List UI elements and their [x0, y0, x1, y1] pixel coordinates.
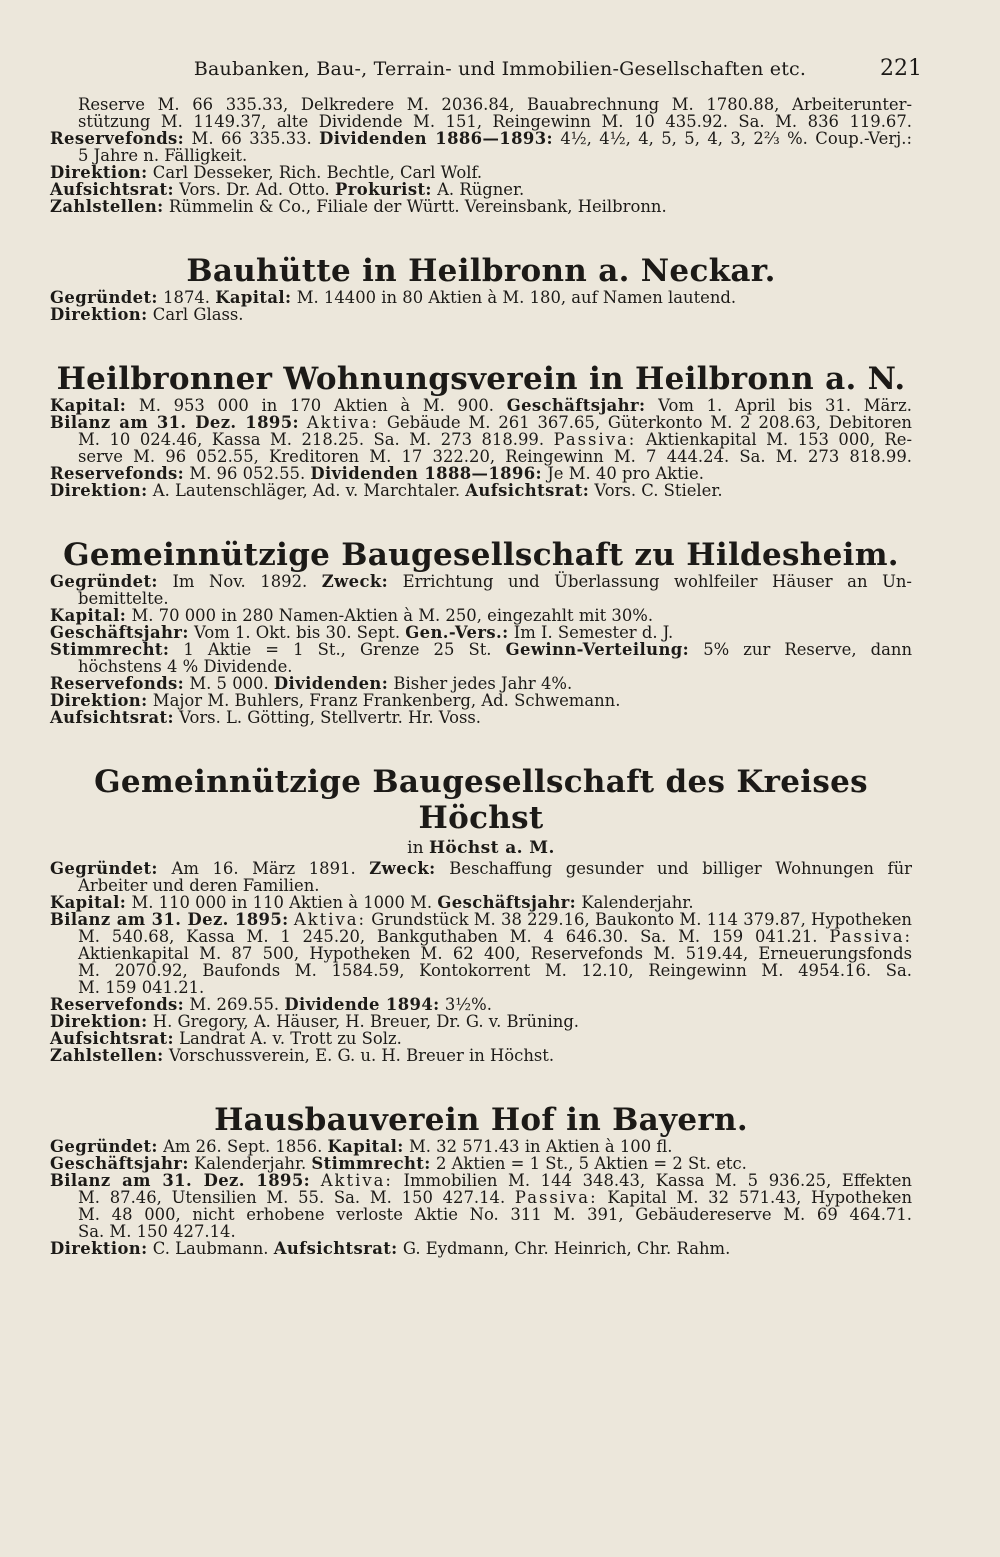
- field-label: Dividenden:: [273, 674, 389, 693]
- field-value: Errichtung und Überlassung wohlfeiler Häuser an Un-: [402, 572, 912, 591]
- text-line: [50, 130, 912, 147]
- text-line: Arbeiter und deren Familien.: [78, 876, 320, 895]
- text-line: stützung M. 1149.37, alte Dividende M. 151, Reingewinn M. 10 435.92. Sa. M. 836 119.67.: [78, 112, 912, 131]
- field-label: Kapital:: [215, 288, 292, 307]
- text-line: [50, 289, 912, 306]
- field-value: Am 26. Sept. 1856.: [163, 1137, 323, 1156]
- subtitle-prefix: in: [407, 838, 424, 858]
- field-value: Bisher jedes Jahr 4%.: [393, 674, 573, 693]
- text-line: [50, 911, 912, 928]
- field-label: Aufsichtsrat:: [50, 180, 174, 199]
- field-value: Vors. C. Stieler.: [594, 481, 723, 500]
- field-value: Kalenderjahr.: [581, 893, 694, 912]
- field-label: Zweck:: [369, 859, 436, 878]
- field-label: Geschäftsjahr:: [437, 893, 577, 912]
- field-value: M. 14400 in 80 Aktien à M. 180, auf Namen lautend.: [296, 288, 737, 307]
- field-value: Vom 1. April bis 31. März.: [658, 396, 912, 415]
- field-value: M. 87.46, Utensilien M. 55. Sa. M. 150 427.14.: [78, 1188, 506, 1207]
- field-value: Beschaffung gesunder und billiger Wohnungen für: [449, 859, 912, 878]
- section-gap: [50, 323, 912, 361]
- field-label: Aktiva:: [293, 910, 367, 929]
- field-value: Vorschussverein, E. G. u. H. Breuer in Höchst.: [168, 1046, 555, 1065]
- field-label: Kapital:: [50, 606, 127, 625]
- field-label: Zahlstellen:: [50, 197, 164, 216]
- section-gap: [50, 726, 912, 764]
- field-value: Major M. Buhlers, Franz Frankenberg, Ad. Schwemann.: [152, 691, 621, 710]
- text-line: [50, 164, 912, 181]
- field-label: Direktion:: [50, 163, 148, 182]
- field-value: M. 5 000.: [189, 674, 269, 693]
- field-label: Aufsichtsrat:: [50, 708, 174, 727]
- field-value: 5% zur Reserve, dann: [703, 640, 912, 659]
- entry-subtitle: [50, 838, 912, 858]
- field-value: Aktienkapital M. 153 000, Re-: [645, 430, 912, 449]
- text-line: [50, 306, 912, 323]
- field-label: Bilanz am 31. Dez. 1895:: [50, 910, 289, 929]
- text-line: [50, 1155, 912, 1172]
- page-number: 221: [880, 56, 922, 81]
- field-label: Direktion:: [50, 481, 148, 500]
- field-value: M. 96 052.55.: [189, 464, 306, 483]
- page-body: [50, 96, 912, 1257]
- text-line: [50, 860, 912, 877]
- field-label: Dividende 1894:: [284, 995, 440, 1014]
- field-label: Geschäftsjahr:: [50, 1154, 189, 1173]
- text-line: [50, 573, 912, 590]
- text-line: [50, 482, 912, 499]
- field-label: Direktion:: [50, 691, 148, 710]
- field-label: Dividenden 1886—1893:: [319, 129, 553, 148]
- text-line: bemittelte.: [78, 589, 169, 608]
- field-label: Gewinn-Verteilung:: [505, 640, 690, 659]
- section-gap: [50, 499, 912, 537]
- field-label: Dividenden 1888—1896:: [310, 464, 543, 483]
- page-header: [0, 58, 1000, 88]
- field-label: Aufsichtsrat:: [50, 1029, 174, 1048]
- field-label: Gen.-Vers.:: [405, 623, 509, 642]
- text-line: [50, 181, 912, 198]
- field-label: Passiva:: [829, 927, 912, 946]
- text-line: [50, 928, 912, 945]
- field-value: H. Gregory, A. Häuser, H. Breuer, Dr. G. v. Brüning.: [152, 1012, 580, 1031]
- entry-hildesheim: [50, 537, 912, 726]
- field-label: Passiva:: [553, 430, 637, 449]
- field-value: Kalenderjahr.: [194, 1154, 307, 1173]
- field-label: Zahlstellen:: [50, 1046, 164, 1065]
- field-value: A. Lautenschläger, Ad. v. Marchtaler.: [152, 481, 461, 500]
- entry-wohnungsverein: [50, 361, 912, 499]
- field-value: Am 16. März 1891.: [171, 859, 356, 878]
- field-label: Direktion:: [50, 1239, 148, 1258]
- field-value: C. Laubmann.: [152, 1239, 269, 1258]
- field-value: G. Eydmann, Chr. Heinrich, Chr. Rahm.: [402, 1239, 731, 1258]
- text-line: [50, 1189, 912, 1206]
- text-line: [50, 996, 912, 1013]
- field-value: Immobilien M. 144 348.43, Kassa M. 5 936.25, Effekten: [403, 1171, 912, 1190]
- field-value: Im I. Semester d. J.: [513, 623, 674, 642]
- field-value: M. 540.68, Kassa M. 1 245.20, Bankguthaben M. 4 646.30. Sa. M. 159 041.21.: [78, 927, 818, 946]
- field-label: Prokurist:: [334, 180, 432, 199]
- field-value: Je M. 40 pro Aktie.: [547, 464, 704, 483]
- field-label: Reservefonds:: [50, 129, 185, 148]
- field-label: Aufsichtsrat:: [465, 481, 590, 500]
- field-label: Gegründet:: [50, 288, 158, 307]
- text-line: [50, 675, 912, 692]
- field-label: Geschäftsjahr:: [506, 396, 646, 415]
- text-line: [50, 1172, 912, 1189]
- field-value: M. 10 024.46, Kassa M. 218.25. Sa. M. 273 818.99.: [78, 430, 545, 449]
- field-label: Zweck:: [321, 572, 389, 591]
- text-line: [50, 692, 912, 709]
- field-label: Stimmrecht:: [311, 1154, 431, 1173]
- entry-continuation: [50, 96, 912, 215]
- text-line: [50, 1047, 912, 1064]
- text-line: [50, 1013, 912, 1030]
- field-value: Carl Desseker, Rich. Bechtle, Carl Wolf.: [152, 163, 483, 182]
- field-value: Grundstück M. 38 229.16, Baukonto M. 114 379.87, Hypotheken: [371, 910, 912, 929]
- text-line: serve M. 96 052.55, Kreditoren M. 17 322.20, Reingewinn M. 7 444.24. Sa. M. 273 818.99.: [78, 447, 912, 466]
- field-value: Vors. Dr. Ad. Otto.: [179, 180, 330, 199]
- entry-title: Hausbauverein Hof in Bayern.: [214, 1102, 748, 1138]
- field-label: Kapital:: [327, 1137, 404, 1156]
- field-value: M. 269.55.: [189, 995, 280, 1014]
- field-label: Gegründet:: [50, 572, 158, 591]
- field-value: M. 32 571.43 in Aktien à 100 fl.: [408, 1137, 673, 1156]
- entry-hof: [50, 1102, 912, 1257]
- field-value: M. 953 000 in 170 Aktien à M. 900.: [138, 396, 495, 415]
- section-gap: [50, 1064, 912, 1102]
- entry-bauhuette: [50, 253, 912, 323]
- text-line: [50, 1138, 912, 1155]
- text-line: [50, 397, 912, 414]
- field-label: Aktiva:: [320, 1171, 393, 1190]
- field-label: Reservefonds:: [50, 674, 185, 693]
- text-line: [50, 641, 912, 658]
- field-label: Bilanz am 31. Dez. 1895:: [50, 1171, 311, 1190]
- field-value: 3½%.: [444, 995, 492, 1014]
- text-line: [50, 1240, 912, 1257]
- field-value: 4½, 4½, 4, 5, 5, 4, 3, 2⅔ %. Coup.-Verj.:: [560, 129, 912, 148]
- text-line: [50, 607, 912, 624]
- field-value: Carl Glass.: [152, 305, 244, 324]
- text-line: [50, 431, 912, 448]
- field-label: Aktiva:: [306, 413, 379, 432]
- subtitle-place: Höchst a. M.: [428, 838, 555, 858]
- text-line: [50, 1030, 912, 1047]
- field-label: Direktion:: [50, 305, 148, 324]
- text-line: höchstens 4 % Dividende.: [78, 657, 293, 676]
- field-label: Aufsichtsrat:: [273, 1239, 398, 1258]
- field-value: 1 Aktie = 1 St., Grenze 25 St.: [183, 640, 492, 659]
- field-label: Reservefonds:: [50, 464, 185, 483]
- field-label: Reservefonds:: [50, 995, 185, 1014]
- text-line: [50, 894, 912, 911]
- text-line: [50, 198, 912, 215]
- text-line: M. 48 000, nicht erhobene verloste Aktie No. 311 M. 391, Gebäudereserve M. 69 464.71.: [78, 1205, 912, 1224]
- text-line: [50, 465, 912, 482]
- field-label: Direktion:: [50, 1012, 148, 1031]
- field-value: Vom 1. Okt. bis 30. Sept.: [194, 623, 401, 642]
- field-value: Kapital M. 32 571.43, Hypotheken: [607, 1188, 913, 1207]
- field-label: Bilanz am 31. Dez. 1895:: [50, 413, 299, 432]
- entry-title: Gemeinnützige Baugesellschaft des Kreises Höchst: [94, 764, 868, 836]
- field-value: Im Nov. 1892.: [172, 572, 308, 591]
- field-label: Geschäftsjahr:: [50, 623, 189, 642]
- field-label: Stimmrecht:: [50, 640, 170, 659]
- running-head: Baubanken, Bau-, Terrain- und Immobilien-Gesellschaften etc.: [193, 58, 807, 80]
- text-line: Sa. M. 150 427.14.: [78, 1222, 236, 1241]
- text-line: [50, 414, 912, 431]
- field-value: M. 110 000 in 110 Aktien à 1000 M.: [131, 893, 433, 912]
- field-value: 2 Aktien = 1 St., 5 Aktien = 2 St. etc.: [435, 1154, 747, 1173]
- text-line: Aktienkapital M. 87 500, Hypotheken M. 62 400, Reservefonds M. 519.44, Erneuerungsfonds: [78, 944, 912, 963]
- field-value: Gebäude M. 261 367.65, Güterkonto M. 2 208.63, Debitoren: [386, 413, 912, 432]
- field-label: Passiva:: [514, 1188, 598, 1207]
- field-label: Gegründet:: [50, 1137, 158, 1156]
- field-value: M. 66 335.33.: [191, 129, 312, 148]
- entry-title: Heilbronner Wohnungsverein in Heilbronn a. N.: [56, 361, 906, 397]
- text-line: [50, 624, 912, 641]
- section-gap: [50, 215, 912, 253]
- entry-title: Gemeinnützige Baugesellschaft zu Hildesheim.: [63, 537, 899, 573]
- field-label: Kapital:: [50, 893, 127, 912]
- entry-title: Bauhütte in Heilbronn a. Neckar.: [186, 253, 776, 289]
- field-value: A. Rügner.: [437, 180, 525, 199]
- text-line: M. 159 041.21.: [78, 978, 205, 997]
- field-value: Landrat A. v. Trott zu Solz.: [179, 1029, 402, 1048]
- field-value: M. 70 000 in 280 Namen-Aktien à M. 250, eingezahlt mit 30%.: [131, 606, 654, 625]
- field-value: Vors. L. Götting, Stellvertr. Hr. Voss.: [179, 708, 481, 727]
- entry-hoechst: [50, 764, 912, 1064]
- field-label: Gegründet:: [50, 859, 158, 878]
- field-value: 1874.: [163, 288, 211, 307]
- text-line: M. 2070.92, Baufonds M. 1584.59, Kontokorrent M. 12.10, Reingewinn M. 4954.16. Sa.: [78, 961, 912, 980]
- field-label: Kapital:: [50, 396, 127, 415]
- text-line: 5 Jahre n. Fälligkeit.: [78, 146, 248, 165]
- text-line: [50, 709, 912, 726]
- field-value: Rümmelin & Co., Filiale der Württ. Vereinsbank, Heilbronn.: [168, 197, 667, 216]
- text-line: Reserve M. 66 335.33, Delkredere M. 2036.84, Bauabrechnung M. 1780.88, Arbeiterunter-: [78, 95, 912, 114]
